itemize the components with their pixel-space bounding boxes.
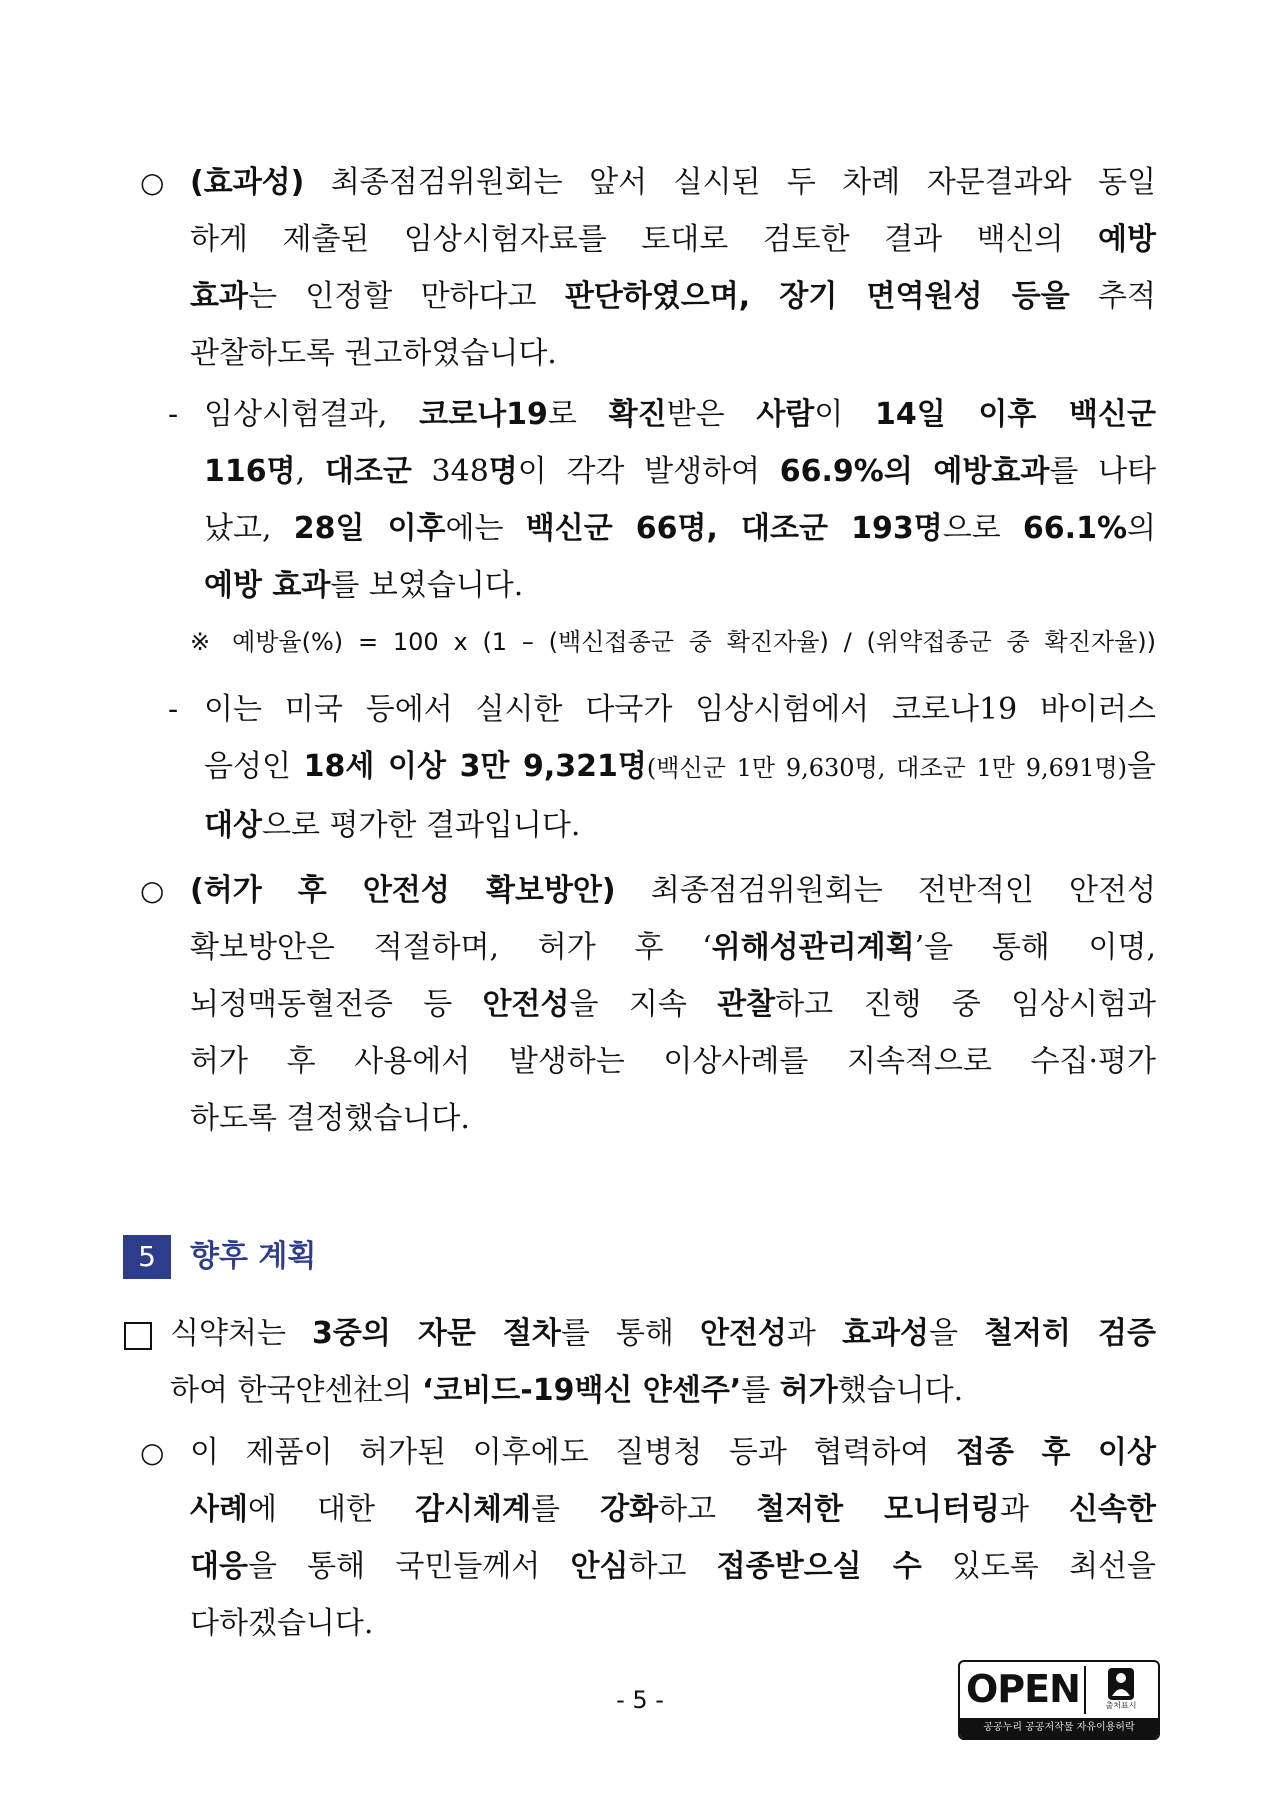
text-run: 과 bbox=[999, 1492, 1070, 1527]
text-line bbox=[190, 211, 1156, 268]
text-run: , bbox=[295, 454, 325, 489]
bold-text: 14일 이후 백신군 bbox=[875, 397, 1156, 432]
bold-text: 접종 후 이상 bbox=[956, 1435, 1156, 1470]
text-run: 식약처는 bbox=[170, 1316, 313, 1351]
bold-text: 허가 bbox=[779, 1373, 838, 1408]
bold-text: 철저히 검증 bbox=[984, 1316, 1156, 1351]
bold-text: 예방 bbox=[1098, 222, 1156, 257]
text-run: 했습니다. bbox=[837, 1373, 964, 1408]
bold-text: 안전성 bbox=[482, 987, 570, 1022]
text-run: 으로 bbox=[942, 511, 1023, 546]
bold-text: 예방 효과 bbox=[204, 568, 331, 603]
text-line bbox=[190, 1424, 1156, 1481]
trial-population-paragraph bbox=[204, 681, 1156, 854]
text-run: 다하겠습니다. bbox=[190, 1606, 374, 1641]
bold-text: 3중의 자문 절차 bbox=[312, 1316, 561, 1351]
bold-text: 백신군 66명, 대조군 193명 bbox=[525, 511, 943, 546]
text-run: 있도록 최선을 bbox=[921, 1549, 1157, 1584]
bold-text: 관찰 bbox=[717, 987, 776, 1022]
text-run: 하고 bbox=[658, 1492, 757, 1527]
source-label: 출처표시 bbox=[1105, 1701, 1137, 1710]
plan-paragraph bbox=[170, 1305, 1156, 1419]
bold-text: 대조군 bbox=[324, 454, 412, 489]
text-run: 의 bbox=[1127, 511, 1156, 546]
text-line bbox=[190, 154, 1156, 211]
badge-caption: 공공누리 공공저작물 자유이용허락 bbox=[960, 1718, 1158, 1738]
bullet-circle-plan: ○ bbox=[140, 1436, 165, 1469]
bold-text: 대응 bbox=[190, 1549, 248, 1584]
text-run: 확보방안은 적절하며, 허가 후 ‘ bbox=[190, 930, 712, 965]
bold-text: 116명 bbox=[204, 454, 296, 489]
bold-text: (허가 후 안전성 확보방안) bbox=[190, 873, 616, 908]
text-line bbox=[204, 738, 1156, 797]
bold-text: 효과성 bbox=[842, 1316, 929, 1351]
text-line bbox=[170, 1305, 1156, 1362]
text-run: 를 bbox=[531, 1492, 601, 1527]
text-run: 을 통해 국민들께서 bbox=[247, 1549, 571, 1584]
bold-text: 강화 bbox=[600, 1492, 659, 1527]
text-line bbox=[190, 268, 1156, 325]
text-run: 를 bbox=[741, 1373, 780, 1408]
bold-text: 코로나19 bbox=[419, 397, 548, 432]
text-run: 추적 bbox=[1069, 279, 1157, 314]
text-run: 받은 bbox=[666, 397, 757, 432]
text-run: 348 bbox=[411, 454, 489, 489]
bullet-circle-safety: ○ bbox=[140, 874, 165, 907]
text-run: 하고 bbox=[628, 1549, 717, 1584]
text-line bbox=[190, 976, 1156, 1033]
text-run: 으로 평가한 결과입니다. bbox=[261, 808, 581, 843]
bold-text: 18세 이상 3만 9,321명 bbox=[303, 749, 647, 784]
text-line bbox=[204, 500, 1156, 557]
text-line bbox=[204, 386, 1156, 443]
text-run: 이는 미국 등에서 실시한 다국가 임상시험에서 코로나19 바이러스 bbox=[204, 692, 1156, 727]
text-line bbox=[190, 1033, 1156, 1090]
text-line bbox=[190, 1090, 1156, 1147]
text-run: 최종점검위원회는 앞서 실시된 두 차례 자문결과와 동일 bbox=[304, 165, 1156, 200]
text-run: 과 bbox=[786, 1316, 843, 1351]
text-line bbox=[204, 557, 1156, 614]
text-line bbox=[204, 797, 1156, 854]
dash-marker-1: - bbox=[168, 397, 179, 432]
bold-text: ‘코비드-19백신 얀센주’ bbox=[421, 1373, 742, 1408]
text-run: 를 나타 bbox=[1049, 454, 1156, 489]
text-run: 을 지속 bbox=[569, 987, 718, 1022]
text-run: 관찰하도록 권고하였습니다. bbox=[190, 336, 557, 371]
trial-result-paragraph bbox=[204, 386, 1156, 614]
bold-text: 철저한 모니터링 bbox=[756, 1492, 1000, 1527]
text-run: 를 보였습니다. bbox=[330, 568, 524, 603]
efficacy-formula-note: ※ 예방율(%) = 100 x (1 – (백신접종군 중 확진자율) / (위약접종군 중 확진자율)) bbox=[190, 628, 1156, 656]
text-line bbox=[204, 443, 1156, 500]
text-run: 에는 bbox=[445, 511, 526, 546]
text-run: 는 인정할 만하다고 bbox=[247, 279, 565, 314]
section-number-badge: 5 bbox=[123, 1235, 171, 1279]
text-run: 하고 진행 중 임상시험과 bbox=[775, 987, 1156, 1022]
section-title: 향후 계획 bbox=[190, 1239, 317, 1274]
text-line bbox=[190, 862, 1156, 919]
bullet-circle-efficacy: ○ bbox=[140, 166, 165, 199]
badge-divider bbox=[1084, 1666, 1086, 1714]
bold-text: 대상 bbox=[204, 808, 262, 843]
text-run: 하도록 결정했습니다. bbox=[190, 1101, 470, 1136]
text-line bbox=[204, 681, 1156, 738]
bold-text: 사례 bbox=[190, 1492, 248, 1527]
text-run: 하여 한국얀센社의 bbox=[170, 1373, 422, 1408]
bold-text: (효과성) bbox=[190, 165, 305, 200]
text-run: ’을 통해 이명, bbox=[914, 930, 1157, 965]
bold-text: 66.1% bbox=[1022, 511, 1127, 546]
text-line bbox=[190, 919, 1156, 976]
bold-text: 신속한 bbox=[1069, 1492, 1156, 1527]
text-line bbox=[190, 1538, 1156, 1595]
safety-paragraph bbox=[190, 862, 1156, 1147]
text-line bbox=[190, 325, 1156, 382]
text-line bbox=[190, 1481, 1156, 1538]
text-run: 을 bbox=[1127, 749, 1157, 784]
bold-text: 안심 bbox=[570, 1549, 629, 1584]
text-run: 을 bbox=[928, 1316, 985, 1351]
bold-text: 사람 bbox=[756, 397, 815, 432]
text-line bbox=[170, 1362, 1156, 1419]
text-run: 를 통해 bbox=[560, 1316, 700, 1351]
bold-text: 효과 bbox=[190, 279, 248, 314]
small-text: (백신군 1만 9,630명, 대조군 1만 9,691명) bbox=[646, 754, 1128, 782]
bold-text: 28일 이후 bbox=[293, 511, 446, 546]
text-run: 뇌정맥동혈전증 등 bbox=[190, 987, 483, 1022]
bold-text: 안전성 bbox=[699, 1316, 787, 1351]
text-run: 이 각각 발생하여 bbox=[517, 454, 780, 489]
bold-text: 66.9%의 예방효과 bbox=[779, 454, 1050, 489]
text-run: 에 대한 bbox=[247, 1492, 416, 1527]
kogl-open-license-badge bbox=[958, 1660, 1160, 1740]
text-run: 최종점검위원회는 전반적인 안전성 bbox=[615, 873, 1156, 908]
efficacy-paragraph bbox=[190, 154, 1156, 382]
checkbox-bullet-icon bbox=[124, 1322, 152, 1350]
open-logo-text: OPEN bbox=[966, 1667, 1080, 1711]
bold-text: 판단하였으며, 장기 면역원성 등을 bbox=[564, 279, 1070, 314]
text-run: 하게 제출된 임상시험자료를 토대로 검토한 결과 백신의 bbox=[190, 222, 1099, 257]
text-run: 음성인 bbox=[204, 749, 304, 784]
bold-text: 확진 bbox=[608, 397, 667, 432]
text-run: 이 bbox=[814, 397, 876, 432]
text-run: 났고, bbox=[204, 511, 294, 546]
text-line bbox=[190, 1595, 1156, 1652]
page-number: - 5 - bbox=[616, 1686, 664, 1714]
bold-text: 감시체계 bbox=[415, 1492, 532, 1527]
text-run: 임상시험결과, bbox=[204, 397, 420, 432]
text-run: 허가 후 사용에서 발생하는 이상사례를 지속적으로 수집·평가 bbox=[190, 1044, 1156, 1079]
text-run: 로 bbox=[547, 397, 609, 432]
bold-text: 명 bbox=[488, 454, 518, 489]
monitoring-paragraph bbox=[190, 1424, 1156, 1652]
dash-marker-2: - bbox=[168, 692, 179, 727]
bold-text: 위해성관리계획 bbox=[711, 930, 915, 965]
bold-text: 접종받으실 수 bbox=[716, 1549, 922, 1584]
text-run: 이 제품이 허가된 이후에도 질병청 등과 협력하여 bbox=[190, 1435, 957, 1470]
